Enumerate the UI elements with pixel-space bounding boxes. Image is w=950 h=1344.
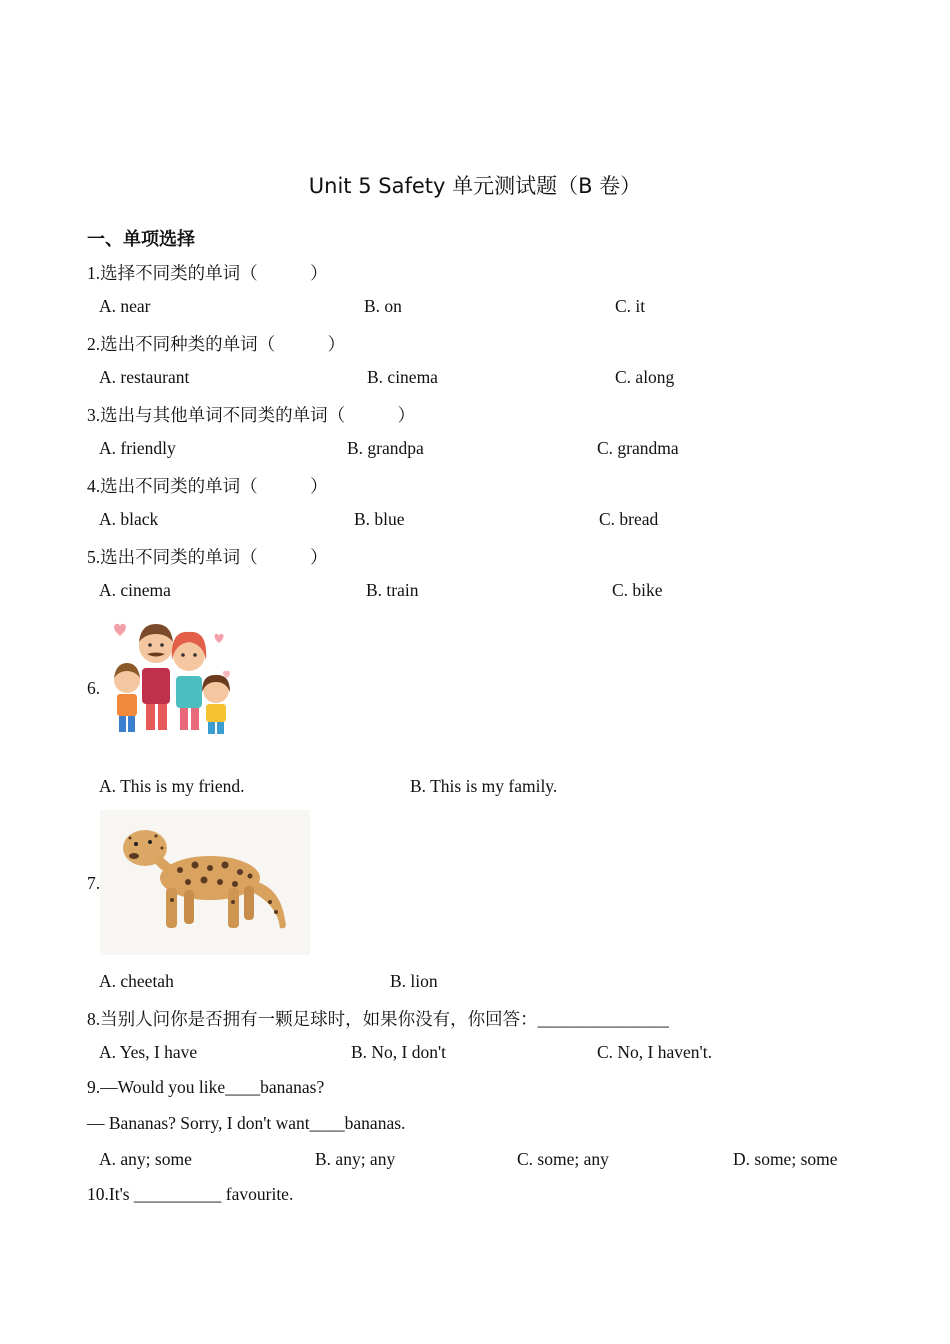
question-2-stem: 2.选出不同种类的单词（ ） bbox=[87, 334, 346, 354]
question-5-stem: 5.选出不同类的单词（ ） bbox=[87, 547, 328, 567]
q4-option-a[interactable]: A. black bbox=[99, 509, 159, 529]
q5-option-b[interactable]: B. train bbox=[366, 580, 419, 600]
leopard-illustration bbox=[100, 810, 310, 955]
q1-option-a[interactable]: A. near bbox=[99, 296, 151, 316]
q7-option-b[interactable]: B. lion bbox=[390, 971, 438, 991]
q2-option-c[interactable]: C. along bbox=[615, 367, 675, 387]
heart-icon bbox=[114, 624, 126, 636]
q8-option-a[interactable]: A. Yes, I have bbox=[99, 1042, 198, 1062]
q9-option-c[interactable]: C. some; any bbox=[517, 1149, 609, 1169]
question-9-stem-2: — Bananas? Sorry, I don't want____bananas. bbox=[87, 1113, 406, 1133]
q7-option-a[interactable]: A. cheetah bbox=[99, 971, 174, 991]
q9-option-a[interactable]: A. any; some bbox=[99, 1149, 192, 1169]
q1-option-b[interactable]: B. on bbox=[364, 296, 402, 316]
question-1-stem: 1.选择不同类的单词（ ） bbox=[87, 263, 328, 283]
q8-option-b[interactable]: B. No, I don't bbox=[351, 1042, 447, 1062]
q6-option-b[interactable]: B. This is my family. bbox=[410, 776, 558, 796]
q3-option-c[interactable]: C. grandma bbox=[597, 438, 679, 458]
q9-option-d[interactable]: D. some; some bbox=[733, 1149, 838, 1169]
question-3-stem: 3.选出与其他单词不同类的单词（ ） bbox=[87, 405, 416, 425]
page-title: Unit 5 Safety 单元测试题（B 卷） bbox=[308, 174, 642, 198]
question-6-stem: 6. bbox=[87, 678, 101, 698]
q9-option-b[interactable]: B. any; any bbox=[315, 1149, 396, 1169]
section-heading: 一、单项选择 bbox=[87, 229, 195, 250]
q3-option-b[interactable]: B. grandpa bbox=[347, 438, 424, 458]
q4-option-b[interactable]: B. blue bbox=[354, 509, 405, 529]
q6-option-a[interactable]: A. This is my friend. bbox=[99, 776, 245, 796]
question-4-stem: 4.选出不同类的单词（ ） bbox=[87, 476, 328, 496]
q8-option-c[interactable]: C. No, I haven't. bbox=[597, 1042, 712, 1062]
q1-option-c[interactable]: C. it bbox=[615, 296, 646, 316]
q5-option-c[interactable]: C. bike bbox=[612, 580, 663, 600]
family-illustration bbox=[104, 610, 242, 738]
q5-option-a[interactable]: A. cinema bbox=[99, 580, 171, 600]
q2-option-b[interactable]: B. cinema bbox=[367, 367, 438, 387]
question-7-stem: 7. bbox=[87, 873, 101, 893]
question-10-stem: 10.It's __________ favourite. bbox=[87, 1184, 294, 1204]
question-9-stem: 9.—Would you like____bananas? bbox=[87, 1077, 325, 1097]
heart-icon bbox=[215, 634, 224, 643]
q2-option-a[interactable]: A. restaurant bbox=[99, 367, 190, 387]
q3-option-a[interactable]: A. friendly bbox=[99, 438, 176, 458]
q4-option-c[interactable]: C. bread bbox=[599, 509, 659, 529]
question-8-stem: 8.当别人问你是否拥有一颗足球时，如果你没有，你回答：_______________ bbox=[87, 1009, 669, 1029]
